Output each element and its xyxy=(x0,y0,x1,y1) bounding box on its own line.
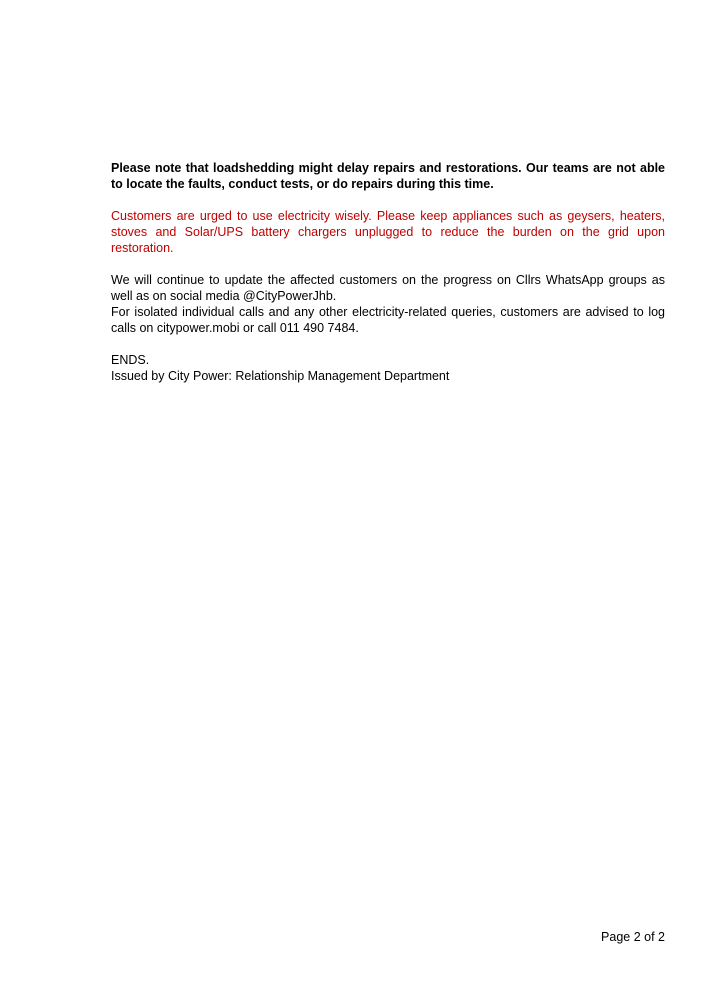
electricity-usage-advice: Customers are urged to use electricity wisely. Please keep appliances such as geysers, heaters, stoves and Solar/UPS battery chargers unplugged to reduce the burden on the grid upon restoration. xyxy=(111,209,665,255)
paragraph-spacer xyxy=(111,256,665,272)
ends-marker: ENDS. xyxy=(111,353,150,367)
paragraph-spacer xyxy=(111,336,665,352)
loadshedding-notice: Please note that loadshedding might delay repairs and restorations. Our teams are not able to locate the faults, conduct tests, or do repairs during this time. xyxy=(111,161,665,191)
page-number: Page 2 of 2 xyxy=(601,930,665,944)
document-body xyxy=(111,160,665,384)
update-notice: We will continue to update the affected customers on the progress on Cllrs WhatsApp groups as well as on social media @CityPowerJhb. xyxy=(111,273,665,303)
paragraph-spacer xyxy=(111,192,665,208)
issued-by-line: Issued by City Power: Relationship Management Department xyxy=(111,369,450,383)
queries-notice: For isolated individual calls and any other electricity-related queries, customers are advised to log calls on citypower.mobi or call 011 490 7484. xyxy=(111,305,665,335)
